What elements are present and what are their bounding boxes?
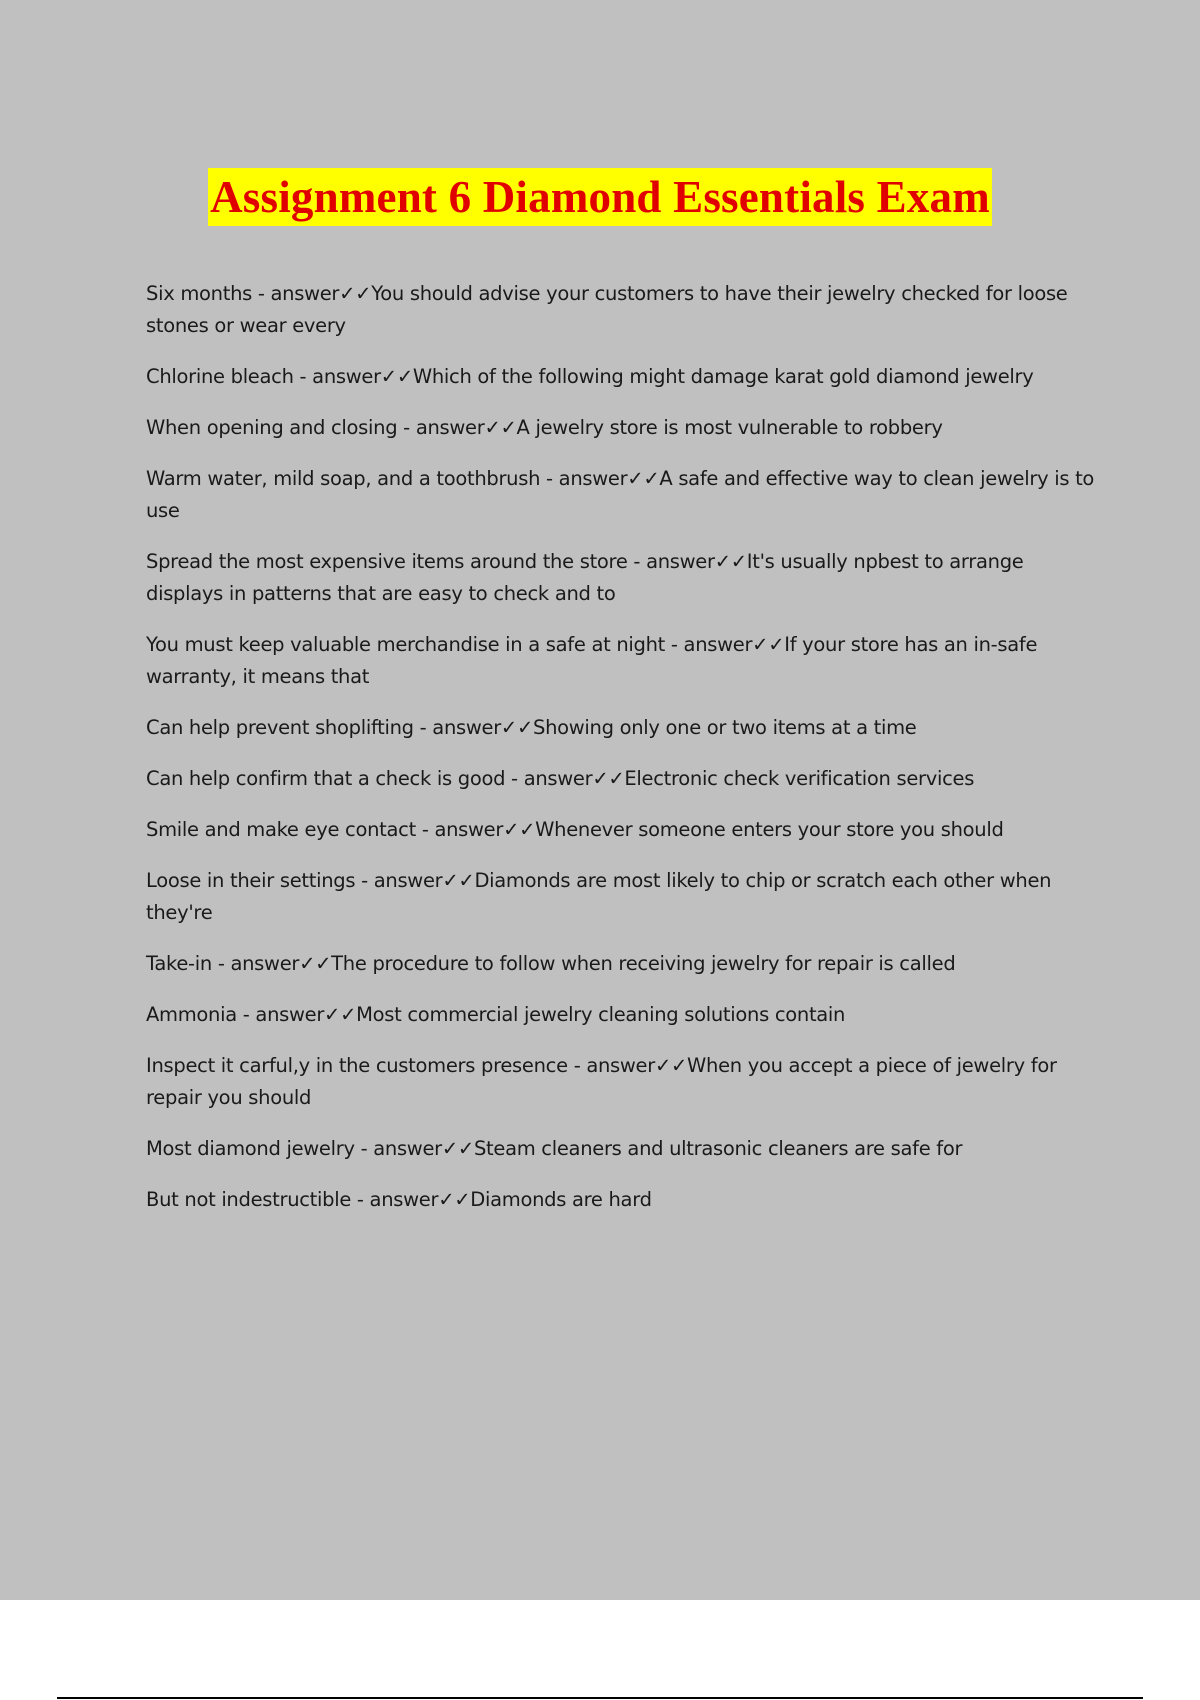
qa-item: Take-in - answer✓✓The procedure to follow when receiving jewelry for repair is called [146,952,956,975]
qa-list [146,278,1096,1235]
qa-item: You must keep valuable merchandise in a safe at night - answer✓✓If your store has an in-safe warranty, it means that [146,633,1038,688]
qa-item: Warm water, mild soap, and a toothbrush - answer✓✓A safe and effective way to clean jewelry is to use [146,467,1095,522]
qa-item: Inspect it carful,y in the customers presence - answer✓✓When you accept a piece of jewelry for repair you should [146,1054,1057,1109]
qa-item: Spread the most expensive items around the store - answer✓✓It's usually npbest to arrange displays in patterns that are easy to check and to [146,550,1024,605]
qa-item: When opening and closing - answer✓✓A jewelry store is most vulnerable to robbery [146,416,943,439]
title-container [0,168,1200,226]
footer-divider [57,1697,1143,1699]
qa-item: Can help prevent shoplifting - answer✓✓Showing only one or two items at a time [146,716,917,739]
document-title: Assignment 6 Diamond Essentials Exam [208,168,992,226]
qa-item: Can help confirm that a check is good - answer✓✓Electronic check verification services [146,767,975,790]
qa-item: Ammonia - answer✓✓Most commercial jewelry cleaning solutions contain [146,1003,846,1026]
qa-item: Most diamond jewelry - answer✓✓Steam cleaners and ultrasonic cleaners are safe for [146,1137,963,1160]
qa-item: Smile and make eye contact - answer✓✓Whenever someone enters your store you should [146,818,1004,841]
qa-item: Loose in their settings - answer✓✓Diamonds are most likely to chip or scratch each other when they're [146,869,1052,924]
qa-item: But not indestructible - answer✓✓Diamonds are hard [146,1188,652,1211]
qa-item: Six months - answer✓✓You should advise your customers to have their jewelry checked for loose stones or wear every [146,282,1068,337]
qa-item: Chlorine bleach - answer✓✓Which of the following might damage karat gold diamond jewelry [146,365,1034,388]
